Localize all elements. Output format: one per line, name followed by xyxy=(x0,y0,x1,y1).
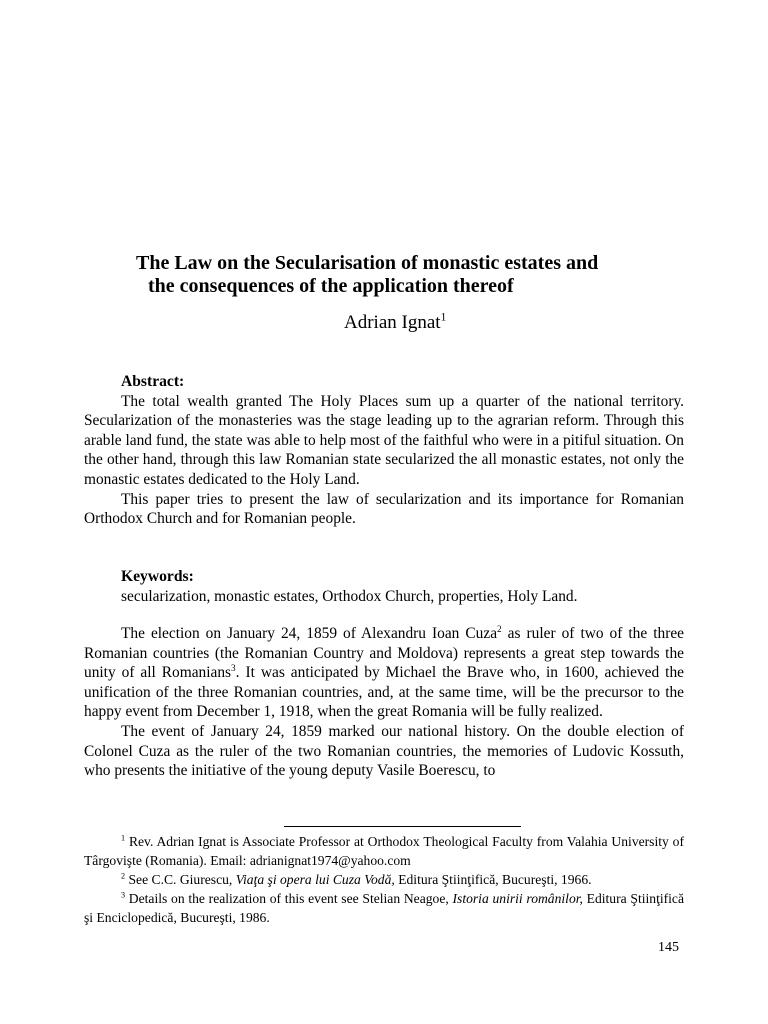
page-number: 145 xyxy=(658,940,679,955)
body-p1-part-c: . It was anticipated by Michael the Brave who, in 1600, achieved the unification of the three Romanian countries, and, at the same time, will be the precursor to the happy event from December 1, 1918, when the great Romania will be fully realized. xyxy=(84,664,684,721)
keywords-text: secularization, monastic estates, Orthodox Church, properties, Holy Land. xyxy=(121,587,578,605)
footnote-2 xyxy=(84,870,684,889)
abstract-section xyxy=(84,372,684,529)
body-paragraph-2: The event of January 24, 1859 marked our national history. On the double election of Colonel Cuza as the ruler of the two Romanian countries, the memories of Ludovic Kossuth, who presents the initiative of the young deputy Vasile Boerescu, to xyxy=(84,722,684,780)
footnote-3-title: Istoria unirii românilor, xyxy=(452,891,583,906)
footnote-3-post: Editura Ştiinţifică şi Enciclopedică, Bucureşti, 1986. xyxy=(84,891,685,925)
keywords-heading: Keywords: xyxy=(121,568,194,585)
footnote-2-number: 2 xyxy=(121,871,126,881)
abstract-paragraph-2: This paper tries to present the law of secularization and its importance for Romanian Orthodox Church and for Romanian people. xyxy=(84,490,684,528)
title-line-1: The Law on the Secularisation of monastic estates and xyxy=(136,252,599,274)
footnote-ref-3: 3 xyxy=(231,663,236,674)
author-footnote-ref: 1 xyxy=(440,311,447,324)
abstract-paragraph-1: The total wealth granted The Holy Places sum up a quarter of the national territory. Secularization of the monasteries was the stage leading up to the agrarian reform. Through this arable land fund, the state was able to help most of the faithful who were in a pitiful situation. On the other hand, through this law Romanian state secularized the all monastic estates, not only the monastic estates dedicated to the Holy Land. xyxy=(84,392,684,488)
footnote-2-post: Editura Ştiinţifică, Bucureşti, 1966. xyxy=(394,872,592,887)
body-p1-part-b: as ruler of two of the three Romanian countries (the Romanian Country and Moldova) represents a great step towards the unity of all Romanians xyxy=(84,625,684,682)
footnote-2-pre: See C.C. Giurescu, xyxy=(125,872,236,887)
footnote-1-text: Rev. Adrian Ignat is Associate Professor at Orthodox Theological Faculty from Valahia University of Târgovişte (Romania). Email: adrianignat1974@yahoo.com xyxy=(84,834,684,868)
body-paragraph-1 xyxy=(84,624,684,722)
title-line-2: the consequences of the application thereof xyxy=(148,275,514,297)
footnote-ref-2: 2 xyxy=(497,623,502,634)
footnote-1 xyxy=(84,832,684,870)
footnote-2-title: Viaţa şi opera lui Cuza Vodă, xyxy=(235,872,395,887)
footnote-3-number: 3 xyxy=(121,890,126,900)
author-line xyxy=(344,312,446,334)
keywords-section xyxy=(84,567,684,606)
footnote-1-number: 1 xyxy=(121,833,126,843)
footnote-3 xyxy=(84,889,684,927)
abstract-heading: Abstract: xyxy=(121,373,185,390)
footnotes-section xyxy=(84,832,684,927)
body-p1-part-a: The election on January 24, 1859 of Alexandru Ioan Cuza xyxy=(121,625,498,642)
footnote-3-pre: Details on the realization of this event see Stelian Neagoe, xyxy=(125,891,453,906)
main-text xyxy=(84,624,684,781)
author-name: Adrian Ignat xyxy=(344,312,441,333)
footnote-separator xyxy=(284,826,521,827)
